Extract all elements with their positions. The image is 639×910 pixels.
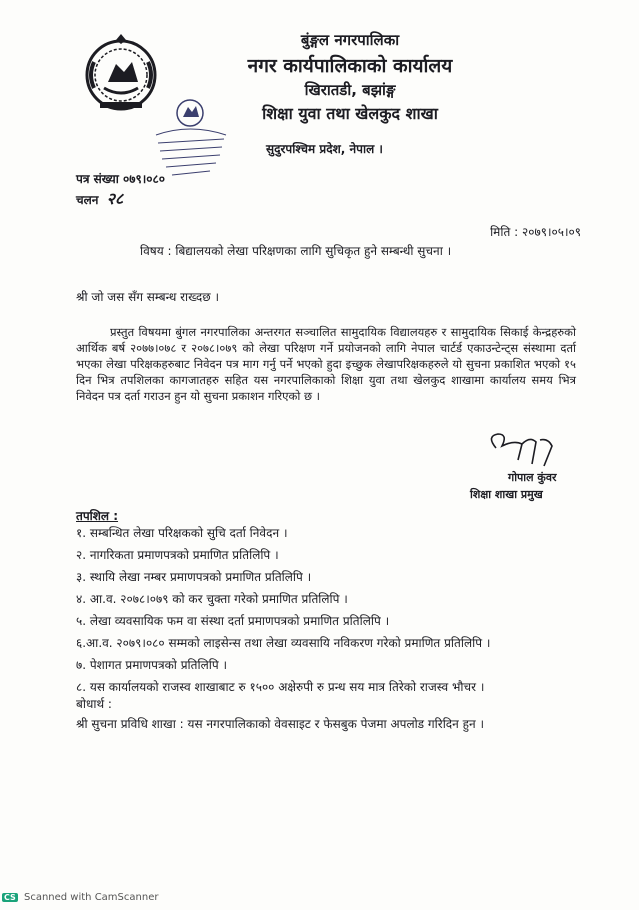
signer-title: शिक्षा शाखा प्रमुख: [470, 488, 543, 501]
attachments-list: [76, 523, 596, 699]
scanner-watermark: [2, 892, 158, 903]
list-item: २. नागरिकता प्रमाणपत्रको प्रमाणित प्रतिलिपि ।: [76, 548, 279, 562]
letter-subject: विषय : बिद्यालयको लेखा परिक्षणका लागि सुचिकृत हुने सम्बन्धी सुचना ।: [140, 244, 452, 258]
list-item: ३. स्थायि लेखा नम्बर प्रमाणपत्रको प्रमाणित प्रतिलिपि ।: [76, 570, 312, 584]
signature-icon: [478, 430, 578, 470]
camscanner-logo-icon: CS: [4, 893, 16, 902]
province-line: सुदुरपश्चिम प्रदेश, नेपाल ।: [266, 142, 383, 156]
letter-number: पत्र संख्या ०७९।०८०: [76, 172, 165, 186]
dispatch-number: [76, 187, 123, 209]
list-item: ४. आ.व. २०७८।०७९ को कर चुक्ता गरेको प्रमाणित प्रतिलिपि ।: [76, 592, 348, 606]
letter-date: मिति : २०७९।०५।०९: [490, 225, 581, 239]
branch-name: शिक्षा युवा तथा खेलकुद शाखा: [262, 104, 438, 123]
notice-heading: बोधार्थ :: [76, 697, 112, 711]
list-item: ७. पेशागत प्रमाणपत्रको प्रतिलिपि ।: [76, 658, 228, 672]
office-location: खिरातडी, बझांङ्ग: [304, 81, 396, 99]
list-item: १. सम्बन्धित लेखा परिक्षकको सुचि दर्ता निवेदन ।: [76, 526, 288, 540]
scanner-text: Scanned with CamScanner: [23, 892, 159, 903]
signer-name: गोपाल कुंवर: [508, 471, 557, 484]
attachments-heading: तपशिल :: [76, 509, 119, 523]
letterhead: [200, 30, 500, 124]
letter-body: प्रस्तुत विषयमा बुंगल नगरपालिका अन्तरगत सञ्चालित सामुदायिक विद्यालयहरु र सामुदायिक सिकाई केन्द्रहरुको आर्थिक बर्ष २०७७।०७८ र २०७८।०७९ को लेखा परिक्षण गर्ने प्रयोजनको लागि नेपाल चार्टर्ड एकाउन्टेन्ट्स संस्थामा दर्ता भएका लेखा परिक्षकहरुबाट निवेदन पत्र माग गर्नु पर्ने भएको हुदा इच्छुक लेखापरिक्षकहरुले यो सुचना प्रकाशित भएको १५ दिन भित्र तपशिलका कागजातहरु सहित यस नगरपालिकाको शिक्षा युवा तथा खेलकुद शाखामा कार्यालय समय भित्र निवेदन पत्र दर्ता गराउन हुन यो सुचना प्रकाशन गरिएको छ ।: [76, 325, 576, 403]
list-item: ५. लेखा व्यवसायिक फम वा संस्था दर्ता प्रमाणपत्रको प्रमाणित प्रतिलिपि ।: [76, 614, 390, 628]
salutation: श्री जो जस सँग सम्बन्ध राख्दछ ।: [76, 290, 220, 304]
list-item: ८. यस कार्यालयको राजस्व शाखाबाट रु १५०० अक्षेरुपी रु प्रन्ध सय मात्र तिरेको राजस्व भौचर ।: [76, 680, 485, 694]
dispatch-value: २८: [106, 189, 124, 208]
list-item: ६.आ.व. २०७९।०८० सम्मको लाइसेन्स तथा लेखा व्यवसायि नविकरण गरेको प्रमाणित प्रतिलिपि ।: [76, 636, 491, 650]
office-name: नगर कार्यपालिकाको कार्यालय: [247, 55, 453, 77]
dispatch-label: चलन: [76, 193, 99, 207]
notice-recipient: श्री सुचना प्रविधि शाखा : यस नगरपालिकाको वेवसाइट र फेसबुक पेजमा अपलोड गरिदिन हुन ।: [76, 717, 485, 731]
municipality-name: बुंङ्गल नगरपालिका: [300, 31, 400, 49]
